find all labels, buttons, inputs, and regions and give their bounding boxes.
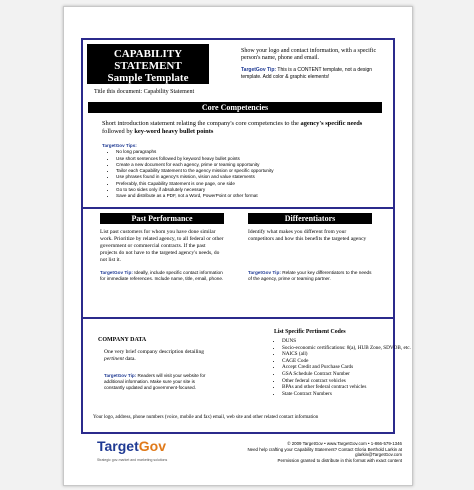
code-item: • Accept Credit and Purchase Cards <box>282 364 411 371</box>
core-tips-list <box>102 149 362 199</box>
document-subtitle: Sample Template <box>107 72 189 84</box>
core-intro-b: agency's specific needs <box>300 120 363 127</box>
document-title: CAPABILITY STATEMENT <box>113 48 183 72</box>
code-item: • CAGE Code <box>282 358 411 365</box>
core-tip-item: • No long paragraphs <box>116 149 362 155</box>
header-tip-text: This is a CONTENT template, not a design template. Add color & graphic elements! <box>241 67 373 80</box>
company-tip-label: TargetGov Tip: <box>104 373 137 378</box>
codes-heading: List Specific Pertinent Codes <box>274 329 346 335</box>
core-tip-item: • Go to two sides only if absolutely necessary <box>116 187 362 193</box>
code-item: • NAICS (all) <box>282 351 411 358</box>
code-item: • DUNS <box>282 338 411 345</box>
contact-line: Your logo, address, phone numbers (voice, mobile and fax) email, web site and other related contact information <box>93 415 319 420</box>
diff-tip-text: Relate your key differentiators to the needs of the agency, prime or teaming partner. <box>248 270 372 282</box>
differentiators-heading: Differentiators <box>248 213 372 224</box>
past-performance-text: List past customers for whom you have done similar work. Prioritize by related agency, to all federal or other government or commercial contracts. If the past projects do not have to the targeted agency's needs, do not list it. <box>100 229 224 263</box>
core-intro-c: followed by <box>102 128 133 135</box>
past-tip-text: Ideally, include specific contact information for immediate references. Include name, title, email, phone. <box>100 270 224 282</box>
targetgov-logo <box>97 438 207 472</box>
code-item: • BPAs and other federal contract vehicles <box>282 384 411 391</box>
differentiators-text: Identify what makes you different from your competitors and how this benefits the targeted agency <box>248 229 367 242</box>
footer-credits <box>206 441 402 463</box>
company-tip <box>104 373 208 391</box>
core-competencies-heading: Core Competencies <box>88 102 382 113</box>
core-tip-item: • Preferably, this Capability Statement is one page, one side <box>116 181 362 187</box>
core-intro <box>102 120 370 136</box>
diff-tip-label: TargetGov Tip: <box>248 270 281 275</box>
section-divider <box>83 207 393 209</box>
logo-instruction: Show your logo and contact information, with a specific person's name, phone and email. <box>241 48 377 61</box>
core-tip-item: • Use phrases found in agency's mission, vision and value statements <box>116 174 362 180</box>
logo-tagline: Strategic gov-market and marketing solutions <box>97 458 168 462</box>
company-data-heading: COMPANY DATA <box>98 337 147 343</box>
header-tip-label: TargetGov Tip: <box>241 67 277 73</box>
company-tip-text: Readers will visit your website for additional information. Make sure your site is constantly updated and government-focused. <box>104 373 206 390</box>
codes-list <box>270 338 411 397</box>
footer-line-3: Permission granted to distribute in this format with exact content <box>277 457 402 463</box>
code-item: • State Contract Numbers <box>282 391 411 398</box>
code-item: • Socio-economic certifications: 8(a), HUB Zone, SDVOB, etc. <box>282 345 411 352</box>
past-performance-heading: Past Performance <box>100 213 224 224</box>
logo-target: Target <box>97 438 139 454</box>
core-tip-item: • Save and distribute as a PDF, not a Word, PowerPoint or other format <box>116 193 362 199</box>
company-text-c: data. <box>125 356 136 362</box>
logo-wordmark <box>97 438 166 454</box>
core-intro-d: key-word heavy bullet points <box>134 128 214 135</box>
footer-line-1: © 2009 TargetGov • www.TargetGov.com • 1-866-579-1346 <box>287 441 402 446</box>
section-divider <box>83 317 393 319</box>
document-page <box>63 6 413 486</box>
code-item: • GSA Schedule Contract Number <box>282 371 411 378</box>
doc-title-instruction: Title this document: Capability Statement <box>94 89 195 95</box>
core-tips <box>102 143 362 200</box>
core-intro-a: Short introduction statement relating the company's core competencies to the <box>102 120 299 127</box>
past-tip-label: TargetGov Tip: <box>100 270 133 275</box>
differentiators-tip <box>248 270 372 283</box>
company-text-b: pertinent <box>104 356 124 362</box>
logo-gov: Gov <box>138 438 166 454</box>
company-text-a: One very brief company description detailing <box>104 349 205 355</box>
header-tip <box>241 67 383 80</box>
core-tip-item: • Use short sentences followed by keyword heavy bullet points <box>116 156 362 162</box>
code-item: • Other federal contract vehicles <box>282 378 411 385</box>
footer-line-2: Need help crafting your Capability Statement? Contact Gloria Berthold Larkin at glarkin@TargetGov.com <box>247 446 402 458</box>
core-tip-item: • Tailor each Capability Statement to the agency mission or specific opportunity <box>116 168 362 174</box>
company-data-text <box>104 349 208 363</box>
title-block <box>87 44 209 84</box>
core-tips-label: TargetGov Tips: <box>102 143 137 148</box>
past-performance-tip <box>100 270 224 283</box>
core-tip-item: • Create a new document for each agency, prime or teaming opportunity <box>116 162 362 168</box>
